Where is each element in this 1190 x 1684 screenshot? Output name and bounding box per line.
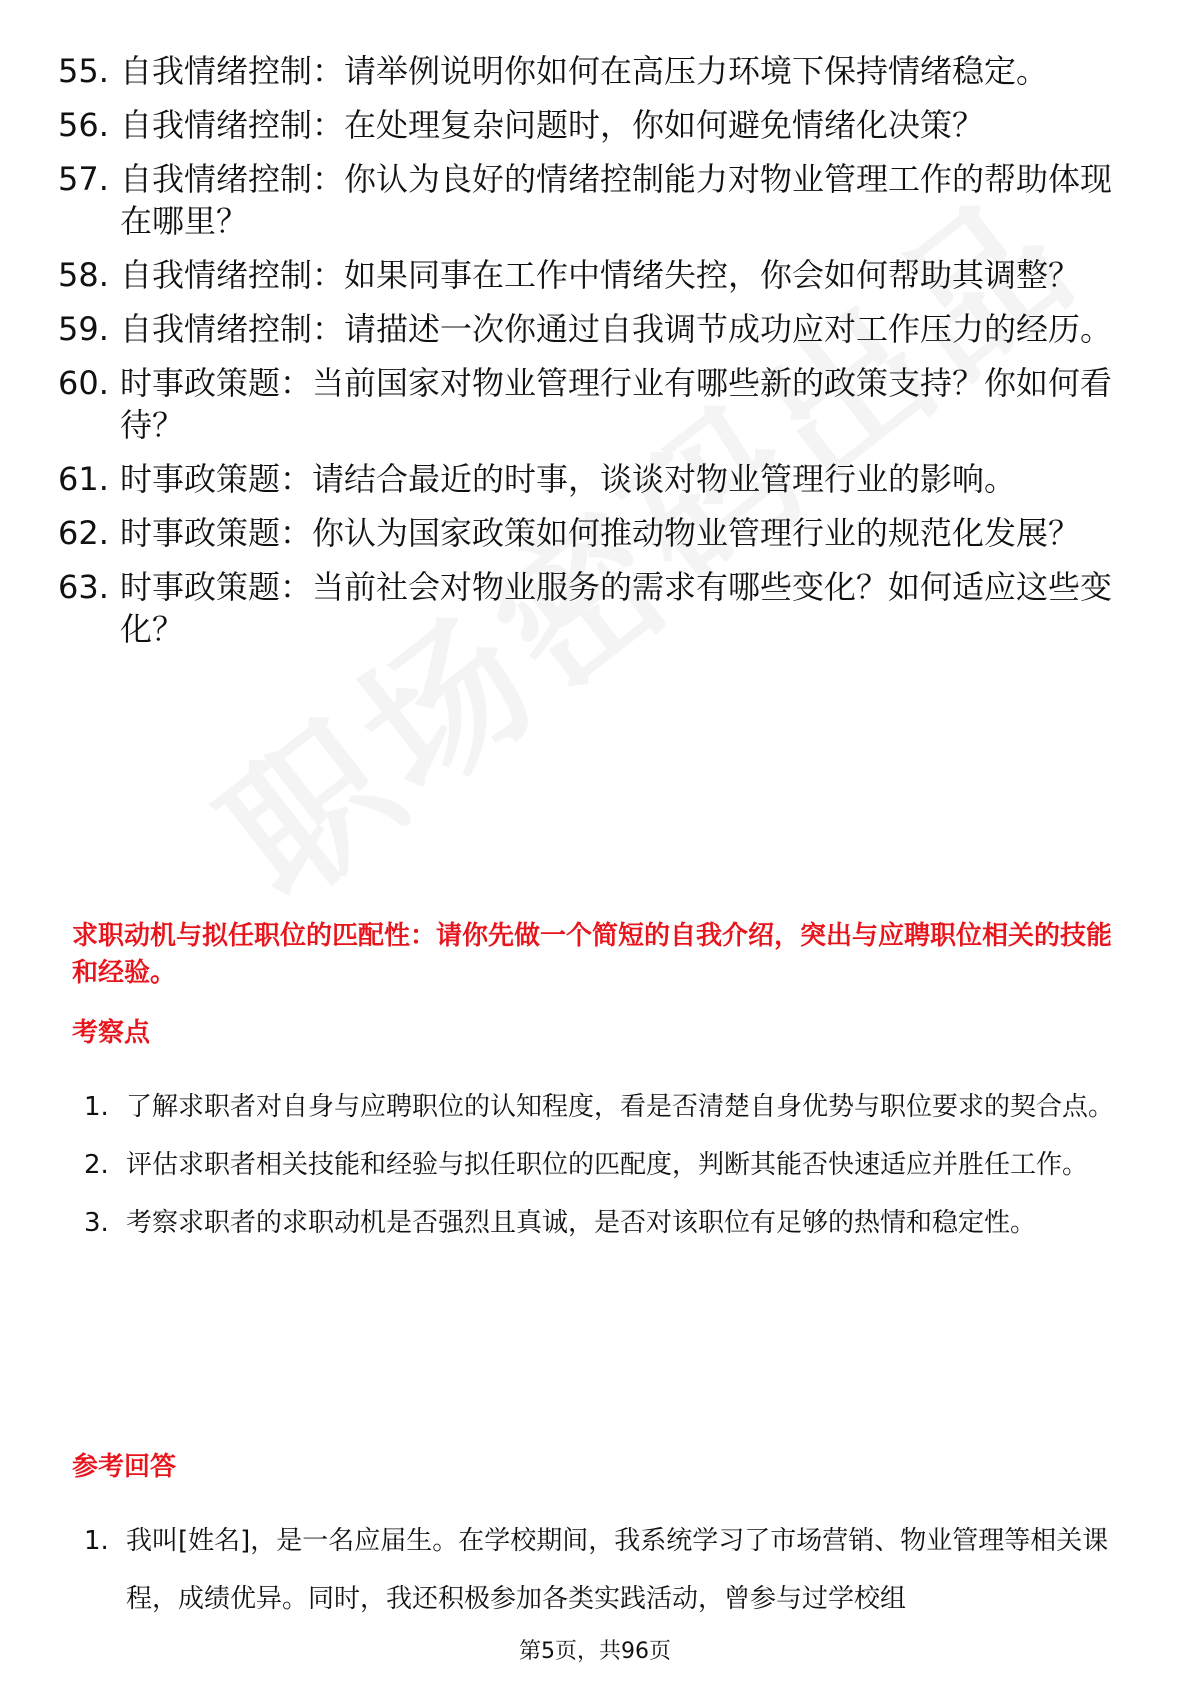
answer-number: 1. — [84, 1526, 109, 1556]
point-item — [84, 1194, 1124, 1252]
question-item — [58, 158, 1118, 242]
question-number: 57. — [58, 160, 109, 198]
point-text: 了解求职者对自身与应聘职位的认知程度，看是否清楚自身优势与职位要求的契合点。 — [126, 1092, 1115, 1122]
question-item — [58, 458, 1118, 500]
question-number: 55. — [58, 52, 109, 90]
question-number: 60. — [58, 364, 109, 402]
answer-item — [84, 1512, 1124, 1628]
question-text: 时事政策题：当前社会对物业服务的需求有哪些变化？如何适应这些变化？ — [120, 568, 1113, 648]
question-number: 62. — [58, 514, 109, 552]
question-number: 58. — [58, 256, 109, 294]
question-text: 自我情绪控制：请描述一次你通过自我调节成功应对工作压力的经历。 — [120, 310, 1113, 348]
question-number: 56. — [58, 106, 109, 144]
point-item — [84, 1136, 1124, 1194]
question-item — [58, 512, 1118, 554]
question-item — [58, 104, 1118, 146]
points-list — [84, 1078, 1124, 1252]
question-number: 59. — [58, 310, 109, 348]
question-text: 自我情绪控制：如果同事在工作中情绪失控，你会如何帮助其调整？ — [120, 256, 1081, 294]
answer-list — [84, 1512, 1124, 1628]
point-number: 2. — [84, 1150, 109, 1180]
question-item — [58, 254, 1118, 296]
point-number: 3. — [84, 1208, 109, 1238]
page-footer: 第5页，共96页 — [519, 1639, 671, 1664]
question-item — [58, 308, 1118, 350]
question-text: 自我情绪控制：请举例说明你如何在高压力环境下保持情绪稳定。 — [120, 52, 1049, 90]
question-text: 自我情绪控制：在处理复杂问题时，你如何避免情绪化决策？ — [120, 106, 985, 144]
point-text: 考察求职者的求职动机是否强烈且真诚，是否对该职位有足够的热情和稳定性。 — [126, 1208, 1037, 1238]
question-text: 时事政策题：请结合最近的时事，谈谈对物业管理行业的影响。 — [120, 460, 1017, 498]
question-item — [58, 566, 1118, 650]
question-item — [58, 362, 1118, 446]
answer-title: 参考回答 — [72, 1452, 177, 1482]
point-text: 评估求职者相关技能和经验与拟任职位的匹配度，判断其能否快速适应并胜任工作。 — [126, 1150, 1089, 1180]
section-heading: 求职动机与拟任职位的匹配性：请你先做一个简短的自我介绍，突出与应聘职位相关的技能和经验。 — [72, 921, 1113, 988]
question-number: 63. — [58, 568, 109, 606]
question-text: 时事政策题：当前国家对物业管理行业有哪些新的政策支持？你如何看待？ — [120, 364, 1113, 444]
question-item — [58, 50, 1118, 92]
question-text: 自我情绪控制：你认为良好的情绪控制能力对物业管理工作的帮助体现在哪里？ — [120, 160, 1113, 240]
point-item — [84, 1078, 1124, 1136]
points-title: 考察点 — [72, 1018, 151, 1048]
question-text: 时事政策题：你认为国家政策如何推动物业管理行业的规范化发展？ — [120, 514, 1081, 552]
question-list — [58, 50, 1118, 662]
question-number: 61. — [58, 460, 109, 498]
answer-text: 我叫[姓名]，是一名应届生。在学校期间，我系统学习了市场营销、物业管理等相关课程，成绩优异。同时，我还积极参加各类实践活动，曾参与过学校组 — [126, 1526, 1109, 1614]
point-number: 1. — [84, 1092, 109, 1122]
